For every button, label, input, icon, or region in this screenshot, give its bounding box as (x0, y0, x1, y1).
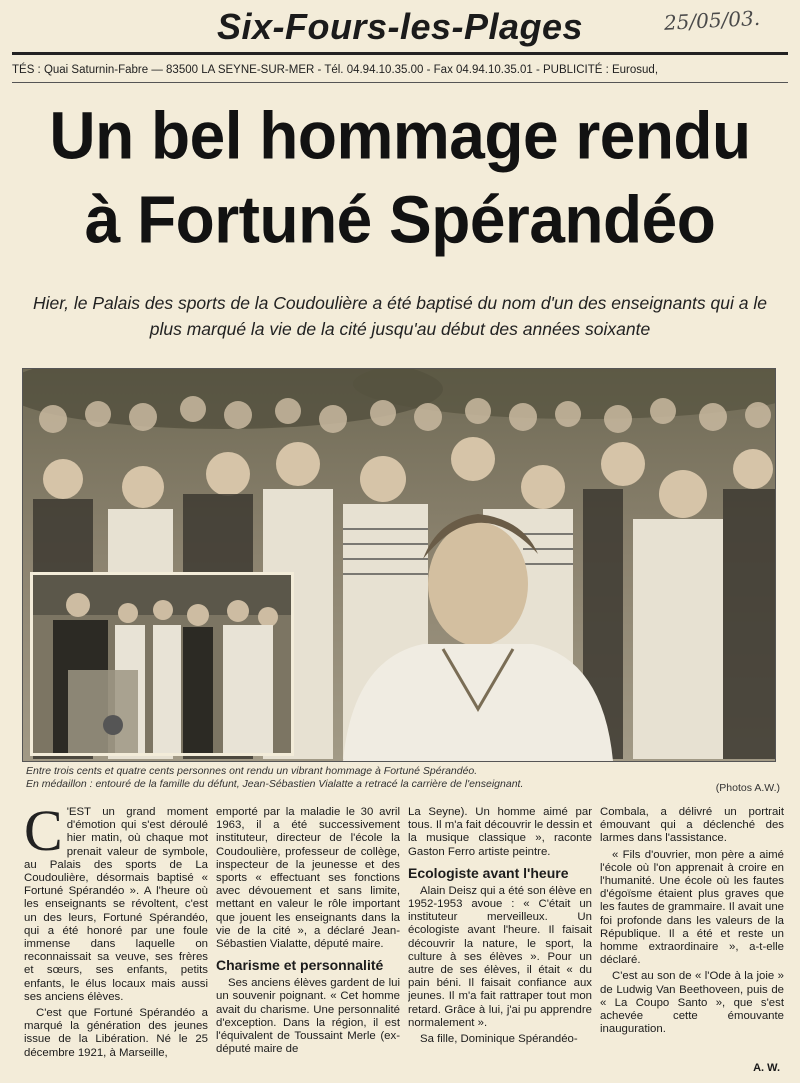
paragraph (24, 806, 208, 1004)
caption-line-1: Entre trois cents et quatre cents personnes ont rendu un vibrant hommage à Fortuné Spérandéo. (26, 765, 478, 777)
paragraph: « Fils d'ouvrier, mon père a aimé l'école où l'on apprenait à croire en l'humanité. Une école où les fautes d'égoïsme étaient plus graves que les fautes de grammaire. Il avait une foi profonde dans les valeurs de la République. Il a été et reste un homme extraordinaire », a-t-elle déclaré. (600, 848, 784, 967)
contact-line: TÉS : Quai Saturnin-Fabre — 83500 LA SEYNE-SUR-MER - Tél. 04.94.10.35.00 - Fax 04.94.10.35.01 - PUBLICITÉ : Eurosud, (12, 64, 659, 76)
paragraph: C'est que Fortuné Spérandéo a marqué la génération des jeunes issue de la Libération. Né le 25 décembre 1921, à Marseille, (24, 1007, 208, 1059)
section-heading: Charisme et personnalité (216, 957, 384, 974)
paragraph-text: 'EST un grand moment d'émotion qui s'est déroulé hier matin, où chaque mot prenait valeur de symbole, au Palais des sports de La Coudoulière, désormais baptisé « Fortuné Spérandéo ». A l'heure où les enseignants se révoltent, c'est un des leurs, Fortuné Spérandéo, qui a été honoré par une foule immense dans laquelle on reconnaissait sa veuve, ses frères et sœurs, ses enfants, petits enfants, le élus locaux mais aussi ses anciens élèves. (24, 806, 208, 1003)
contact-rule (12, 82, 788, 83)
paragraph: Alain Deisz qui a été son élève en 1952-1953 avoue : « C'était un instituteur merveilleux. Un écologiste avant l'heure. Il faisait découvrir la nature, le sport, la culture à ses élèves ». Pour un autre de ses élèves, il était « du pain béni. Il faisait confiance aux jeunes. Il m'a fait rattraper tout mon retard. Grâce à lui, j'ai pu apprendre normalement ». (408, 884, 592, 1029)
paragraph: Combala, a délivré un portrait émouvant qui a déclenché des larmes dans l'assistance. (600, 806, 784, 845)
subheadline: Hier, le Palais des sports de la Coudoulière a été baptisé du nom d'un des enseignants qui a le plus marqué la vie de la cité jusqu'au début des années soixante (33, 293, 767, 339)
drop-cap: C (24, 806, 63, 863)
inset-photo (30, 572, 294, 756)
handwritten-date: 25/05/03. (663, 5, 761, 35)
author-signature: A. W. (753, 1062, 780, 1074)
headline-line-2: à Fortuné Spérandéo (84, 181, 716, 258)
article-column-3 (408, 806, 592, 1072)
article-column-4 (600, 806, 784, 1072)
headline-line-1: Un bel hommage rendu (49, 97, 751, 174)
inset-photo-drawing (33, 575, 291, 753)
photo-caption (26, 765, 746, 801)
section-heading: Ecologiste avant l'heure (408, 864, 569, 881)
caption-line-2: En médaillon : entouré de la famille du défunt, Jean-Sébastien Vialatte a retracé la carrière de l'enseignant. (26, 778, 524, 790)
article-column-2 (216, 806, 400, 1072)
paragraph: emporté par la maladie le 30 avril 1963, il a été successivement instituteur, directeur de l'école la Coudoulière, professeur de collège, inspecteur de la jeunesse et des sports « effectuant ses fonctions avec dévouement et sans limite, mettant en valeur le rôle important que jouent les enseignants dans la vie de la cité », a déclaré Jean-Sébastien Vialatte, député maire. (216, 806, 400, 951)
paragraph: Sa fille, Dominique Spérandéo- (420, 1033, 578, 1046)
paragraph: Ses anciens élèves gardent de lui un souvenir poignant. « Cet homme avait du charisme. Une personnalité d'exception. Dans la région, il est l'équivalent de Toussaint Merle (ex-député maire de (216, 977, 400, 1056)
article-column-1 (24, 806, 208, 1072)
paragraph: C'est au son de « l'Ode à la joie » de Ludwig Van Beethoveen, puis de « La Coupo Santo », que s'est achevée cette émouvante inauguration. (600, 970, 784, 1036)
header-rule (12, 52, 788, 55)
headline (20, 93, 780, 286)
edition-title: Six-Fours-les-Plages (216, 6, 584, 47)
photo-credit: (Photos A.W.) (715, 782, 780, 794)
paragraph: La Seyne). Un homme aimé par tous. Il m'a fait découvrir le dessin et la musique classique », raconte Gaston Ferro artiste peintre. (408, 806, 592, 858)
